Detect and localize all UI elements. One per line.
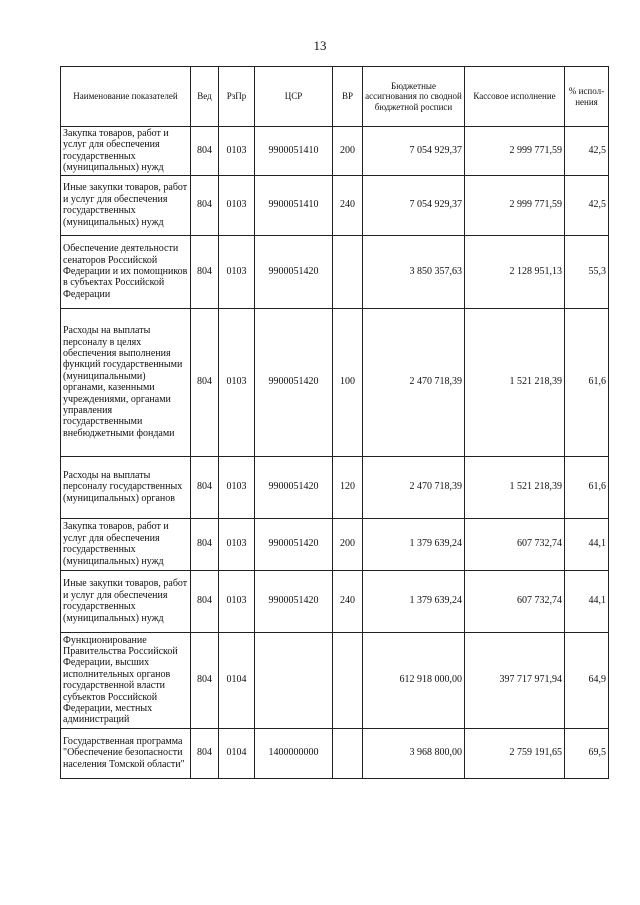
cell-rzpr: 0103: [219, 308, 255, 456]
cell-budget: 2 470 718,39: [363, 308, 465, 456]
table-row: [61, 456, 609, 518]
cell-ved: 804: [191, 127, 219, 176]
cell-vr: 100: [333, 308, 363, 456]
cell-vr: 120: [333, 456, 363, 518]
table-row: [61, 570, 609, 632]
cell-vr: 200: [333, 518, 363, 570]
cell-percent: 61,6: [565, 308, 609, 456]
cell-rzpr: 0103: [219, 127, 255, 176]
cell-rzpr: 0103: [219, 518, 255, 570]
cell-cash: 1 521 218,39: [465, 456, 565, 518]
cell-rzpr: 0103: [219, 175, 255, 235]
cell-vr: 200: [333, 127, 363, 176]
cell-rzpr: 0104: [219, 728, 255, 778]
cell-percent: 64,9: [565, 632, 609, 728]
header-cash: Кассовое исполнение: [465, 67, 565, 127]
cell-csr: 1400000000: [255, 728, 333, 778]
cell-percent: 44,1: [565, 518, 609, 570]
cell-budget: 7 054 929,37: [363, 175, 465, 235]
cell-cash: 2 759 191,65: [465, 728, 565, 778]
table-row: [61, 175, 609, 235]
cell-csr: 9900051420: [255, 570, 333, 632]
cell-budget: 3 968 800,00: [363, 728, 465, 778]
cell-ved: 804: [191, 456, 219, 518]
cell-csr: 9900051410: [255, 127, 333, 176]
cell-cash: 2 128 951,13: [465, 235, 565, 308]
cell-vr: 240: [333, 570, 363, 632]
cell-name: Функционирование Правительства Российской Федерации, высших исполнительных органов государственной власти субъектов Российской Федерации, местных администраций: [61, 632, 191, 728]
cell-budget: 7 054 929,37: [363, 127, 465, 176]
cell-cash: 2 999 771,59: [465, 127, 565, 176]
cell-ved: 804: [191, 308, 219, 456]
cell-rzpr: 0103: [219, 235, 255, 308]
cell-percent: 69,5: [565, 728, 609, 778]
header-percent: % испол-нения: [565, 67, 609, 127]
cell-budget: 2 470 718,39: [363, 456, 465, 518]
header-csr: ЦСР: [255, 67, 333, 127]
cell-budget: 3 850 357,63: [363, 235, 465, 308]
cell-percent: 42,5: [565, 175, 609, 235]
cell-ved: 804: [191, 632, 219, 728]
cell-name: Расходы на выплаты персоналу государственных (муниципальных) органов: [61, 456, 191, 518]
cell-percent: 55,3: [565, 235, 609, 308]
cell-ved: 804: [191, 175, 219, 235]
cell-cash: 607 732,74: [465, 518, 565, 570]
table-row: [61, 235, 609, 308]
cell-csr: 9900051420: [255, 235, 333, 308]
cell-vr: [333, 632, 363, 728]
cell-name: Обеспечение деятельности сенаторов Российской Федерации и их помощников в субъектах Российской Федерации: [61, 235, 191, 308]
cell-name: Расходы на выплаты персоналу в целях обеспечения выполнения функций государственными (муниципальными) органами, казенными учреждениями, органами управления государственными внебюджетными фондами: [61, 308, 191, 456]
table-header-row: [61, 67, 609, 127]
header-rzpr: РзПр: [219, 67, 255, 127]
cell-budget: 1 379 639,24: [363, 518, 465, 570]
cell-percent: 44,1: [565, 570, 609, 632]
cell-vr: [333, 235, 363, 308]
cell-cash: 397 717 971,94: [465, 632, 565, 728]
cell-rzpr: 0103: [219, 570, 255, 632]
cell-csr: 9900051420: [255, 518, 333, 570]
cell-name: Иные закупки товаров, работ и услуг для обеспечения государственных (муниципальных) нужд: [61, 175, 191, 235]
cell-ved: 804: [191, 728, 219, 778]
budget-execution-table: [60, 66, 609, 779]
header-name: Наименование показателей: [61, 67, 191, 127]
page-number: 13: [313, 38, 327, 53]
cell-name: Закупка товаров, работ и услуг для обеспечения государственных (муниципальных) нужд: [61, 127, 191, 176]
cell-percent: 61,6: [565, 456, 609, 518]
cell-ved: 804: [191, 570, 219, 632]
header-vr: ВР: [333, 67, 363, 127]
cell-cash: 1 521 218,39: [465, 308, 565, 456]
cell-vr: 240: [333, 175, 363, 235]
cell-name: Государственная программа "Обеспечение безопасности населения Томской области": [61, 728, 191, 778]
cell-budget: 1 379 639,24: [363, 570, 465, 632]
table-row: [61, 728, 609, 778]
cell-csr: 9900051420: [255, 456, 333, 518]
header-ved: Вед: [191, 67, 219, 127]
cell-ved: 804: [191, 518, 219, 570]
cell-rzpr: 0103: [219, 456, 255, 518]
cell-cash: 2 999 771,59: [465, 175, 565, 235]
cell-ved: 804: [191, 235, 219, 308]
cell-csr: 9900051420: [255, 308, 333, 456]
table-row: [61, 518, 609, 570]
header-budget: Бюджетные ассигнования по сводной бюджетной росписи: [363, 67, 465, 127]
cell-csr: 9900051410: [255, 175, 333, 235]
cell-rzpr: 0104: [219, 632, 255, 728]
cell-name: Иные закупки товаров, работ и услуг для обеспечения государственных (муниципальных) нужд: [61, 570, 191, 632]
table-row: [61, 127, 609, 176]
cell-cash: 607 732,74: [465, 570, 565, 632]
table-row: [61, 308, 609, 456]
cell-budget: 612 918 000,00: [363, 632, 465, 728]
table-row: [61, 632, 609, 728]
cell-csr: [255, 632, 333, 728]
cell-vr: [333, 728, 363, 778]
cell-percent: 42,5: [565, 127, 609, 176]
cell-name: Закупка товаров, работ и услуг для обеспечения государственных (муниципальных) нужд: [61, 518, 191, 570]
